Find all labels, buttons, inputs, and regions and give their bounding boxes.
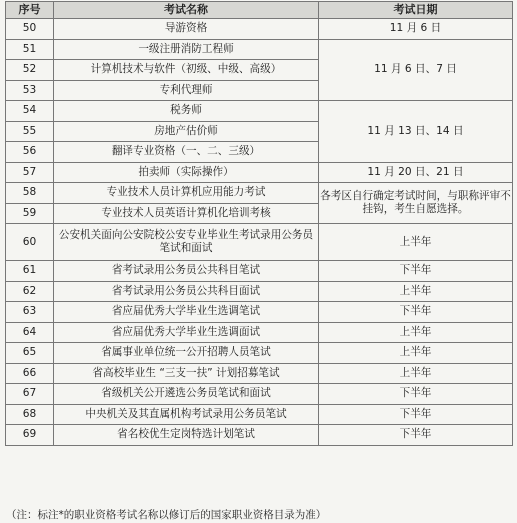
row-no: 67 <box>6 384 54 405</box>
table-row <box>6 224 513 261</box>
row-no: 63 <box>6 302 54 323</box>
row-no: 65 <box>6 343 54 364</box>
row-no: 56 <box>6 142 54 163</box>
row-date: 11 月 6 日 <box>319 19 513 40</box>
row-date: 下半年 <box>319 404 513 425</box>
row-name: 省应届优秀大学毕业生选调面试 <box>54 322 319 343</box>
row-name: 税务师 <box>54 101 319 122</box>
row-name: 专业技术人员英语计算机化培训考核 <box>54 203 319 224</box>
row-name: 专业技术人员计算机应用能力考试 <box>54 183 319 204</box>
row-name: 省高校毕业生 “三支一扶” 计划招募笔试 <box>54 363 319 384</box>
row-no: 64 <box>6 322 54 343</box>
row-date: 下半年 <box>319 302 513 323</box>
row-date: 上半年 <box>319 281 513 302</box>
row-name: 省考试录用公务员公共科目笔试 <box>54 261 319 282</box>
row-date: 上半年 <box>319 363 513 384</box>
row-date-merged: 11 月 13 日、14 日 <box>319 101 513 163</box>
table-row <box>6 101 513 122</box>
row-date-merged: 11 月 6 日、7 日 <box>319 39 513 101</box>
row-name: 导游资格 <box>54 19 319 40</box>
header-no: 序号 <box>6 2 54 19</box>
table-row <box>6 363 513 384</box>
row-name: 省属事业单位统一公开招聘人员笔试 <box>54 343 319 364</box>
row-name: 省名校优生定岗特选计划笔试 <box>54 425 319 446</box>
table-row <box>6 343 513 364</box>
row-name: 省考试录用公务员公共科目面试 <box>54 281 319 302</box>
row-name: 专利代理师 <box>54 80 319 101</box>
row-date: 下半年 <box>319 261 513 282</box>
row-name: 省级机关公开遴选公务员笔试和面试 <box>54 384 319 405</box>
row-no: 51 <box>6 39 54 60</box>
table-row <box>6 425 513 446</box>
row-name: 一级注册消防工程师 <box>54 39 319 60</box>
row-name: 拍卖师（实际操作） <box>54 162 319 183</box>
footnote: （注：标注*的职业资格考试名称以修订后的国家职业资格目录为准） <box>6 509 327 521</box>
row-date-note: 各考区自行确定考试时间，与职称评审不挂钩，考生自愿选择。 <box>319 183 513 224</box>
table-row <box>6 281 513 302</box>
row-no: 52 <box>6 60 54 81</box>
row-date: 11 月 20 日、21 日 <box>319 162 513 183</box>
row-no: 53 <box>6 80 54 101</box>
table-row <box>6 162 513 183</box>
row-name: 中央机关及其直属机构考试录用公务员笔试 <box>54 404 319 425</box>
row-name: 计算机技术与软件（初级、中级、高级） <box>54 60 319 81</box>
row-no: 60 <box>6 224 54 261</box>
row-no: 57 <box>6 162 54 183</box>
exam-schedule-table <box>5 1 513 446</box>
table-row <box>6 302 513 323</box>
table-row <box>6 384 513 405</box>
row-name: 省应届优秀大学毕业生选调笔试 <box>54 302 319 323</box>
row-no: 50 <box>6 19 54 40</box>
row-date: 上半年 <box>319 322 513 343</box>
row-date: 上半年 <box>319 224 513 261</box>
row-name: 房地产估价师 <box>54 121 319 142</box>
table-header-row <box>6 2 513 19</box>
row-name: 翻译专业资格（一、二、三级） <box>54 142 319 163</box>
row-date: 下半年 <box>319 425 513 446</box>
row-no: 55 <box>6 121 54 142</box>
row-date: 上半年 <box>319 343 513 364</box>
header-name: 考试名称 <box>54 2 319 19</box>
row-no: 68 <box>6 404 54 425</box>
row-date: 下半年 <box>319 384 513 405</box>
table-row <box>6 183 513 204</box>
row-no: 62 <box>6 281 54 302</box>
row-no: 61 <box>6 261 54 282</box>
table-row <box>6 39 513 60</box>
row-no: 54 <box>6 101 54 122</box>
header-date: 考试日期 <box>319 2 513 19</box>
row-name: 公安机关面向公安院校公安专业毕业生考试录用公务员笔试和面试 <box>54 224 319 261</box>
table-row <box>6 322 513 343</box>
table-row <box>6 19 513 40</box>
table-row <box>6 261 513 282</box>
row-no: 69 <box>6 425 54 446</box>
row-no: 59 <box>6 203 54 224</box>
row-no: 58 <box>6 183 54 204</box>
row-no: 66 <box>6 363 54 384</box>
table-row <box>6 404 513 425</box>
